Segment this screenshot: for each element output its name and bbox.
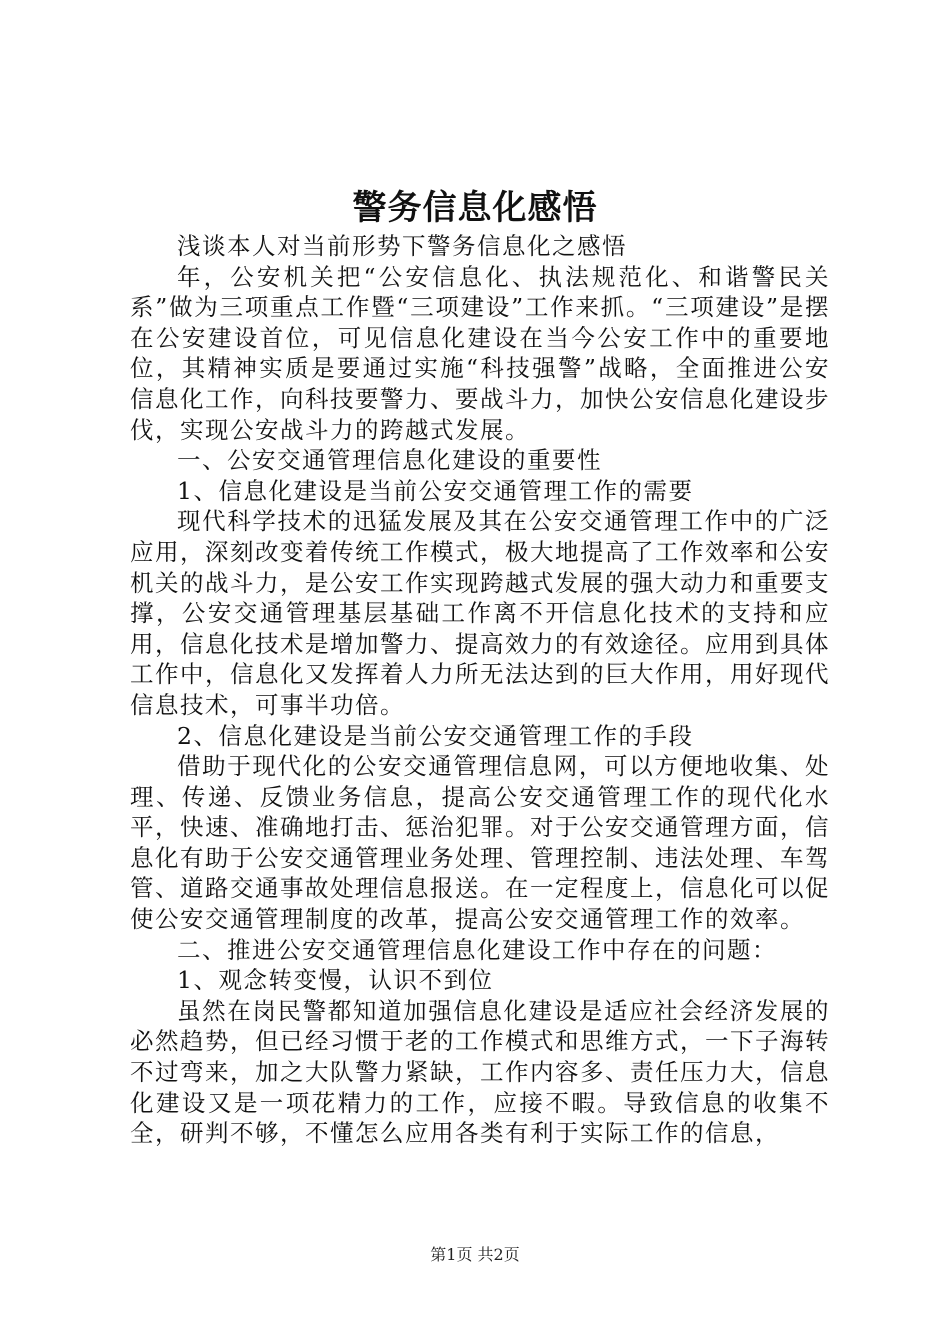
paragraph-1-1: 现代科学技术的迅猛发展及其在公安交通管理工作中的广泛应用，深刻改变着传统工作模式，极大地提高了工作效率和公安机关的战斗力，是公安工作实现跨越式发展的强大动力和重要支撑，公安交通管理基层基础工作离不开信息化技术的支持和应用，信息化技术是增加警力、提高效力的有效途径。应用到具体工作中，信息化又发挥着人力所无法达到的巨大作用，用好现代信息技术，可事半功倍。 <box>130 507 830 719</box>
section-heading-2: 二、推进公安交通管理信息化建设工作中存在的问题： <box>177 935 777 964</box>
paragraph-1-2: 借助于现代化的公安交通管理信息网，可以方便地收集、处理、传递、反馈业务信息，提高公安交通管理工作的现代化水平，快速、准确地打击、惩治犯罪。对于公安交通管理方面，信息化有助于公安交通管理业务处理、管理控制、违法处理、车驾管、道路交通事故处理信息报送。在一定程度上，信息化可以促使公安交通管理制度的改革，提高公安交通管理工作的效率。 <box>130 752 830 934</box>
page-title: 警务信息化感悟 <box>352 188 598 228</box>
subheading-1-1: 1、信息化建设是当前公安交通管理工作的需要 <box>177 476 694 505</box>
document-body <box>130 231 830 1149</box>
paragraph-intro: 年，公安机关把“公安信息化、执法规范化、和谐警民关系”做为三项重点工作暨“三项建设”工作来抓。“三项建设”是摆在公安建设首位，可见信息化建设在当今公安工作中的重要地位，其精神实质是要通过实施“科技强警”战略，全面推进公安信息化工作，向科技要警力、要战斗力，加快公安信息化建设步伐，实现公安战斗力的跨越式发展。 <box>130 262 830 444</box>
subheading-1-2: 2、信息化建设是当前公安交通管理工作的手段 <box>177 721 694 750</box>
section-heading-1: 一、公安交通管理信息化建设的重要性 <box>177 446 602 475</box>
subheading-2-1: 1、观念转变慢，认识不到位 <box>177 966 494 995</box>
page-footer: 第1页 共2页 <box>430 1245 520 1264</box>
paragraph-subtitle: 浅谈本人对当前形势下警务信息化之感悟 <box>177 232 627 260</box>
paragraph-2-1: 虽然在岗民警都知道加强信息化建设是适应社会经济发展的必然趋势，但已经习惯于老的工作模式和思维方式，一下子海转不过弯来，加之大队警力紧缺，工作内容多、责任压力大，信息化建设又是一项花精力的工作，应接不暇。导致信息的收集不全，研判不够，不懂怎么应用各类有利于实际工作的信息， <box>130 996 830 1148</box>
